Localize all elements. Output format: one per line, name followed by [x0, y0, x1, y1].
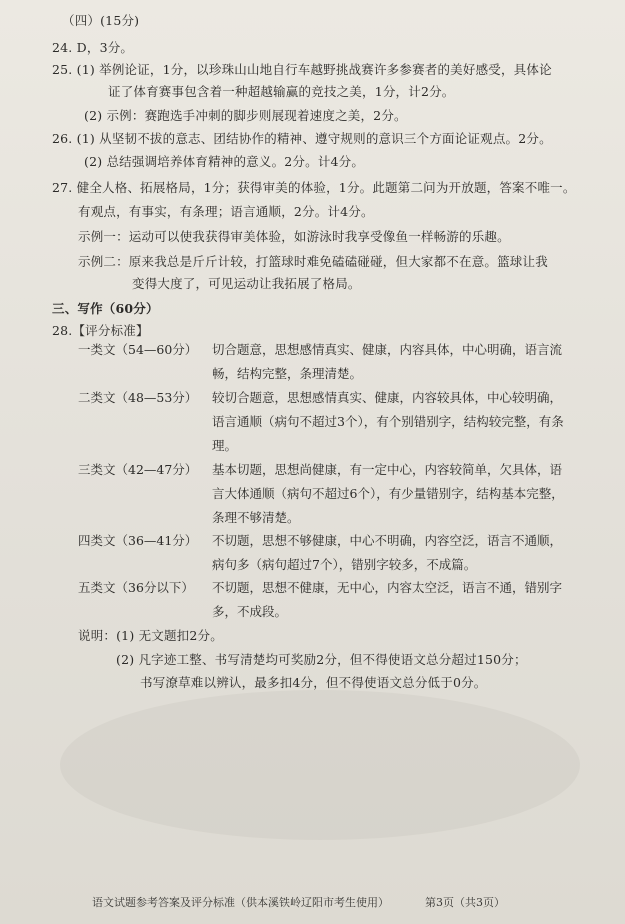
grade-1-label: 一类文（54—60分）	[78, 342, 198, 357]
q27-example2-line1: 示例二：原来我总是斤斤计较，打篮球时难免磕磕碰碰，但大家都不在意。篮球让我	[78, 254, 548, 269]
note-2-line1: (2) 凡字迹工整、书写清楚均可奖励2分，但不得使语文总分超过150分；	[116, 652, 527, 667]
note-2-line2: 书写潦草难以辨认，最多扣4分，但不得使语文总分低于0分。	[140, 675, 487, 690]
grade-3-text: 基本切题，思想尚健康，有一定中心，内容较简单，欠具体，语言大体通顺（病句不超过6个），有少量错别字，结构基本完整，条理不够清楚。	[212, 462, 564, 525]
grade-5-text: 不切题，思想不健康，无中心，内容太空泛，语言不通，错别字多，不成段。	[212, 580, 563, 619]
note-1: 说明：(1) 无文题扣2分。	[78, 628, 223, 643]
q27-example2-line2: 变得大度了，可见运动让我拓展了格局。	[132, 276, 361, 291]
grade-4-text: 不切题，思想不够健康，中心不明确，内容空泛，语言不通顺，病句多（病句超过7个），错别字较多，不成篇。	[212, 533, 563, 572]
q27-example1: 示例一：运动可以使我获得审美体验，如游泳时我享受像鱼一样畅游的乐趣。	[78, 229, 510, 244]
grade-3-label: 三类文（42—47分）	[78, 462, 198, 477]
q26-part1: 26. (1) 从坚韧不拔的意志、团结协作的精神、遵守规则的意识三个方面论证观点。2分。	[52, 131, 552, 146]
bleed-through-smudge	[60, 690, 580, 840]
section4-header: （四）(15分)	[62, 13, 140, 28]
q25-part2: (2) 示例：赛跑选手冲刺的脚步则展现着速度之美，2分。	[84, 108, 407, 123]
grade-4-label: 四类文（36—41分）	[78, 533, 198, 548]
section3-header: 三、写作（60分）	[52, 301, 159, 316]
grade-5-label: 五类文（36分以下）	[78, 580, 194, 595]
q27-line2: 有观点，有事实，有条理；语言通顺，2分。计4分。	[78, 204, 374, 219]
footer-title: 语文试题参考答案及评分标准（供本溪铁岭辽阳市考生使用）	[92, 896, 389, 909]
q28-header: 28.【评分标准】	[52, 323, 149, 338]
grade-2-label: 二类文（48—53分）	[78, 390, 198, 405]
q25-part1-line2: 证了体育赛事包含着一种超越输赢的竞技之美，1分，计2分。	[108, 84, 455, 99]
grade-2-text: 较切合题意，思想感情真实、健康，内容较具体，中心较明确，语言通顺（病句不超过3个），有个别错别字，结构较完整，有条理。	[212, 390, 564, 453]
footer-page-number: 第3页（共3页）	[425, 896, 505, 909]
q25-part1-line1: 25. (1) 举例论证，1分，以珍珠山山地自行车越野挑战赛许多参赛者的美好感受，具体论	[52, 62, 552, 77]
q27-line1: 27. 健全人格、拓展格局，1分；获得审美的体验，1分。此题第二问为开放题，答案不唯一。	[52, 180, 576, 195]
q24-answer: 24. D，3分。	[52, 40, 134, 55]
q26-part2: (2) 总结强调培养体育精神的意义。2分。计4分。	[84, 154, 365, 169]
grade-1-text: 切合题意，思想感情真实、健康，内容具体，中心明确，语言流畅，结构完整，条理清楚。	[212, 342, 563, 381]
